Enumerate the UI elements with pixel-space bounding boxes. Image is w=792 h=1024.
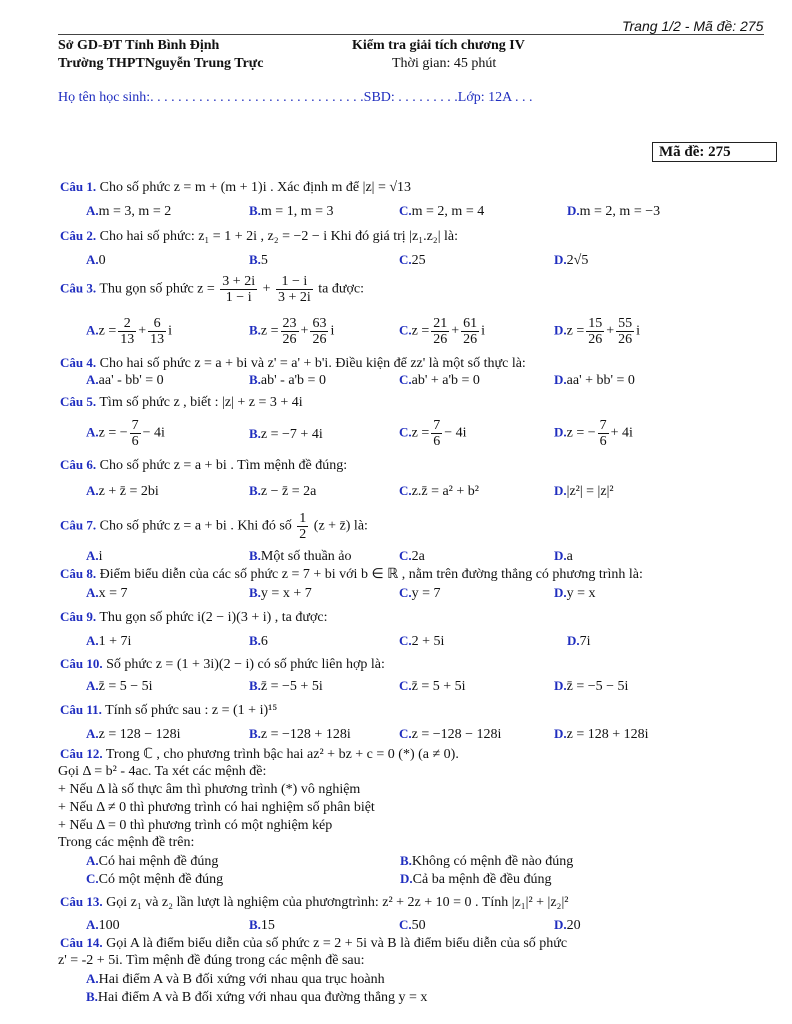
question-2: Câu 2. Cho hai số phức: z₁ = 1 + 2i , z₂ = −2 − i Khi đó giá trị |z₁.z₂| là: <box>60 228 458 244</box>
q12-line-3: + Nếu Δ ≠ 0 thì phương trình có hai nghiệm số phân biệt <box>58 800 375 815</box>
q12-line-5: Trong các mệnh đề trên: <box>58 835 195 850</box>
q13-option-c: C.50 <box>399 917 426 933</box>
q3-option-c: C.z = $\frac{21}{26}$ + $\frac{61}{26}$ i <box>399 316 486 347</box>
q13-option-a: A.100 <box>86 917 120 933</box>
q10-option-a: A.z̄ = 5 − 5i <box>86 678 153 694</box>
q6-option-c: C.z.z̄ = a² + b² <box>399 483 479 499</box>
q10-option-d: D.z̄ = −5 − 5i <box>554 678 629 694</box>
q1-option-b: B.m = 1, m = 3 <box>249 203 334 219</box>
q9-option-b: B.6 <box>249 633 268 649</box>
q4-option-c: C.ab' + a'b = 0 <box>399 372 480 388</box>
q11-option-c: C.z = −128 − 128i <box>399 726 502 742</box>
school-name: Trường THPTNguyễn Trung Trực <box>58 56 264 71</box>
q4-option-a: A.aa' - bb' = 0 <box>86 372 164 388</box>
q7-option-b: B.Một số thuần ảo <box>249 548 352 564</box>
q5-option-c: C.z = $\frac{7}{6}$ − 4i <box>399 418 467 449</box>
q12-option-b: B.Không có mệnh đề nào đúng <box>400 853 574 869</box>
q9-option-a: A.1 + 7i <box>86 633 132 649</box>
question-5: Câu 5. Tìm số phức z , biết : |z| + z = 3 + 4i <box>60 394 303 410</box>
question-12: Câu 12. Trong ℂ , cho phương trình bậc hai az² + bz + c = 0 (*) (a ≠ 0). <box>60 746 459 762</box>
q8-option-a: A.x = 7 <box>86 585 128 601</box>
q8-option-c: C.y = 7 <box>399 585 441 601</box>
q1-option-d: D.m = 2, m = −3 <box>567 203 661 219</box>
q2-option-a: A.0 <box>86 252 106 268</box>
q12-option-d: D.Cả ba mệnh đề đều đúng <box>400 871 552 887</box>
question-9: Câu 9. Thu gọn số phức i(2 − i)(3 + i) , ta được: <box>60 609 328 625</box>
q14-option-b: B.Hai điểm A và B đối xứng với nhau qua đường thẳng y = x <box>86 989 428 1005</box>
q14-option-a: A.Hai điểm A và B đối xứng với nhau qua trục hoành <box>86 971 385 987</box>
q4-option-b: B.ab' - a'b = 0 <box>249 372 326 388</box>
q8-option-d: D.y = x <box>554 585 596 601</box>
question-14: Câu 14. Gọi A là điểm biểu diễn của số phức z = 2 + 5i và B là điểm biểu diễn của số phức <box>60 935 568 951</box>
q11-option-b: B.z = −128 + 128i <box>249 726 351 742</box>
q9-option-c: C.2 + 5i <box>399 633 445 649</box>
q5-option-b: B.z = −7 + 4i <box>249 426 323 442</box>
q8-option-b: B.y = x + 7 <box>249 585 312 601</box>
department-name: Sở GD-ĐT Tỉnh Bình Định <box>58 38 220 53</box>
q4-option-d: D.aa' + bb' = 0 <box>554 372 635 388</box>
q12-line-4: + Nếu Δ = 0 thì phương trình có một nghiệm kép <box>58 818 333 833</box>
q1-option-c: C.m = 2, m = 4 <box>399 203 485 219</box>
q11-option-a: A.z = 128 − 128i <box>86 726 181 742</box>
q5-option-d: D.z = − $\frac{7}{6}$ + 4i <box>554 418 633 449</box>
q11-option-d: D.z = 128 + 128i <box>554 726 649 742</box>
q10-option-c: C.z̄ = 5 + 5i <box>399 678 466 694</box>
q10-option-b: B.z̄ = −5 + 5i <box>249 678 323 694</box>
question-11: Câu 11. Tính số phức sau : z = (1 + i)¹⁵ <box>60 702 278 718</box>
q12-line-1: Gọi Δ = b² - 4ac. Ta xét các mệnh đề: <box>58 764 267 779</box>
q12-option-a: A.Có hai mệnh đề đúng <box>86 853 219 869</box>
q6-option-a: A.z + z̄ = 2bi <box>86 483 159 499</box>
q12-line-2: + Nếu Δ là số thực âm thì phương trình (*) vô nghiệm <box>58 782 361 797</box>
q2-option-d: D.2√5 <box>554 252 589 268</box>
q13-option-d: D.20 <box>554 917 581 933</box>
q3-option-b: B.z = $\frac{23}{26}$ + $\frac{63}{26}$ i <box>249 316 335 347</box>
q14-line-1: z' = -2 + 5i. Tìm mệnh đề đúng trong các mệnh đề sau: <box>58 953 365 968</box>
q7-option-a: A.i <box>86 548 103 564</box>
q7-option-c: C.2a <box>399 548 425 564</box>
question-4: Câu 4. Cho hai số phức z = a + bi và z' = a' + b'i. Điều kiện để zz' là một số thực là: <box>60 355 526 371</box>
question-3: Câu 3. Thu gọn số phức z = $\frac{3 + 2i}{1 - i}$ + $\frac{1 - i}{3 + 2i}$ ta được: <box>60 274 364 305</box>
q2-option-b: B.5 <box>249 252 268 268</box>
header-rule <box>58 34 764 35</box>
q7-option-d: D.a <box>554 548 573 564</box>
question-6: Câu 6. Cho số phức z = a + bi . Tìm mệnh đề đúng: <box>60 457 348 473</box>
question-10: Câu 10. Số phức z = (1 + 3i)(2 − i) có số phức liên hợp là: <box>60 656 385 672</box>
q3-option-a: A.z = $\frac{2}{13}$ + $\frac{6}{13}$ i <box>86 316 173 347</box>
question-13: Câu 13. Gọi z₁ và z₂ lần lượt là nghiệm của phươngtrình: z² + 2z + 10 = 0 . Tính |z₁|² + |z₂|² <box>60 894 569 910</box>
q3-option-d: D.z = $\frac{15}{26}$ + $\frac{55}{26}$ i <box>554 316 641 347</box>
student-info-line: Họ tên học sinh:. . . . . . . . . . . . . . . . . . . . . . . . . . . . . . .SBD: . . . . . . . . .Lớp: 12A . . . <box>58 90 533 105</box>
exam-code-box: Mã đề: 275 <box>652 142 777 162</box>
question-7: Câu 7. Cho số phức z = a + bi . Khi đó số $\frac{1}{2}$ (z + z̄) là: <box>60 511 368 542</box>
question-1: Câu 1. Cho số phức z = m + (m + 1)i . Xác định m để |z| = √13 <box>60 179 412 195</box>
q13-option-b: B.15 <box>249 917 275 933</box>
question-8: Câu 8. Điểm biểu diễn của các số phức z = 7 + bi với b ∈ ℝ , nằm trên đường thẳng có phương trình là: <box>60 566 643 582</box>
q9-option-d: D.7i <box>567 633 591 649</box>
q1-option-a: A.m = 3, m = 2 <box>86 203 172 219</box>
q12-option-c: C.Có một mệnh đề đúng <box>86 871 224 887</box>
q5-option-a: A.z = − $\frac{7}{6}$ − 4i <box>86 418 165 449</box>
exam-title: Kiểm tra giải tích chương IV <box>352 38 525 53</box>
q2-option-c: C.25 <box>399 252 426 268</box>
q6-option-b: B.z − z̄ = 2a <box>249 483 317 499</box>
page-label: Trang 1/2 - Mã đề: 275 <box>622 18 764 34</box>
exam-time: Thời gian: 45 phút <box>392 56 497 71</box>
q6-option-d: D.|z²| = |z|² <box>554 483 614 499</box>
